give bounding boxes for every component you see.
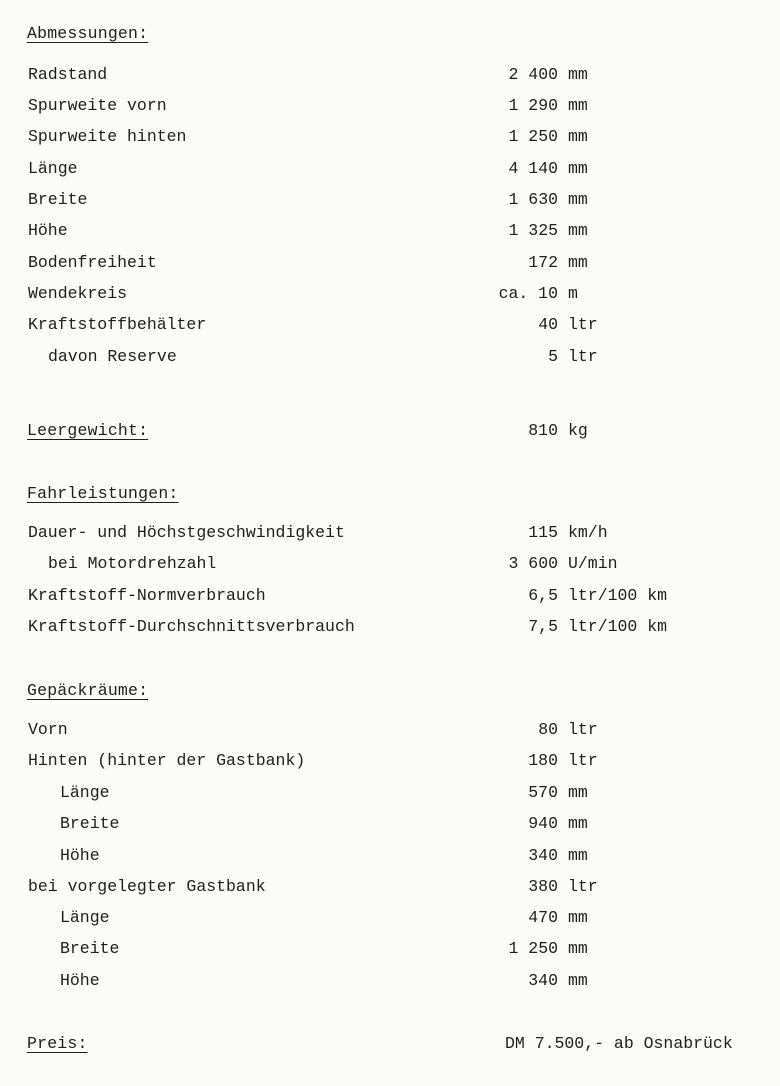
spec-value: ca. 10	[498, 284, 558, 303]
spec-row-vorgelegte-gastbank	[0, 877, 780, 899]
spec-unit: ltr/100 km	[568, 586, 668, 605]
heading-preis: Preis:	[27, 1034, 88, 1053]
spec-unit: mm	[568, 939, 588, 958]
spec-label: Breite	[28, 190, 88, 209]
spec-row-wendekreis	[0, 284, 780, 306]
spec-unit: mm	[568, 783, 588, 802]
spec-value: 1 325	[508, 221, 558, 240]
spec-value: 1 250	[508, 939, 558, 958]
spec-row-gastbank-hoehe	[0, 971, 780, 993]
spec-value: 340	[528, 971, 558, 990]
spec-label: Spurweite vorn	[28, 96, 167, 115]
spec-value: 5	[548, 347, 558, 366]
spec-unit: mm	[568, 221, 588, 240]
spec-row-hinten-hoehe	[0, 846, 780, 868]
spec-unit: mm	[568, 96, 588, 115]
spec-label: bei Motordrehzahl	[48, 554, 217, 573]
spec-value: 7,5	[528, 617, 558, 636]
spec-value: 180	[528, 751, 558, 770]
spec-unit: mm	[568, 971, 588, 990]
spec-row-preis	[0, 1034, 780, 1056]
spec-row-breite	[0, 190, 780, 212]
spec-label: Spurweite hinten	[28, 127, 187, 146]
spec-row-vorn	[0, 720, 780, 742]
spec-label: Kraftstoff-Durchschnittsverbrauch	[28, 617, 355, 636]
spec-value: 810	[528, 421, 558, 440]
spec-unit: mm	[568, 908, 588, 927]
spec-unit: ltr	[568, 751, 598, 770]
spec-label: Kraftstoff-Normverbrauch	[28, 586, 266, 605]
spec-row-reserve	[0, 347, 780, 369]
spec-label: Länge	[60, 908, 110, 927]
spec-row-bodenfreiheit	[0, 253, 780, 275]
spec-value: 40	[538, 315, 558, 334]
spec-row-gastbank-laenge	[0, 908, 780, 930]
heading-fahrleistungen: Fahrleistungen:	[27, 484, 179, 503]
spec-row-laenge	[0, 159, 780, 181]
price-value: DM 7.500,- ab Osnabrück	[505, 1034, 733, 1053]
spec-label: Wendekreis	[28, 284, 128, 303]
spec-label: Länge	[60, 783, 110, 802]
spec-unit: mm	[568, 127, 588, 146]
spec-value: 3 600	[508, 554, 558, 573]
spec-label: Breite	[60, 939, 120, 958]
spec-label: bei vorgelegter Gastbank	[28, 877, 266, 896]
spec-value: 115	[528, 523, 558, 542]
spec-value: 2 400	[508, 65, 558, 84]
heading-leergewicht: Leergewicht:	[27, 421, 149, 440]
spec-value: 470	[528, 908, 558, 927]
spec-row-leergewicht	[0, 421, 780, 443]
spec-label: Höhe	[60, 846, 100, 865]
spec-row-kraftstoffbehaelter	[0, 315, 780, 337]
spec-unit: m	[568, 284, 578, 303]
spec-unit: ltr	[568, 877, 598, 896]
spec-unit: km/h	[568, 523, 608, 542]
spec-unit: ltr	[568, 347, 598, 366]
spec-label: Radstand	[28, 65, 108, 84]
spec-row-spurweite-hinten	[0, 127, 780, 149]
spec-row-hinten-laenge	[0, 783, 780, 805]
spec-row-hoehe	[0, 221, 780, 243]
spec-row-hinten-breite	[0, 814, 780, 836]
spec-unit: ltr	[568, 315, 598, 334]
spec-row-motordrehzahl	[0, 554, 780, 576]
spec-value: 570	[528, 783, 558, 802]
spec-row-normverbrauch	[0, 586, 780, 608]
spec-label: Bodenfreiheit	[28, 253, 157, 272]
spec-row-hoechstgeschwindigkeit	[0, 523, 780, 545]
heading-gepaeckraeume: Gepäckräume:	[27, 681, 149, 700]
spec-value: 1 250	[508, 127, 558, 146]
spec-value: 6,5	[528, 586, 558, 605]
spec-unit: ltr	[568, 720, 598, 739]
spec-label: Hinten (hinter der Gastbank)	[28, 751, 306, 770]
spec-value: 172	[528, 253, 558, 272]
spec-label: Breite	[60, 814, 120, 833]
spec-value: 80	[538, 720, 558, 739]
spec-unit: mm	[568, 65, 588, 84]
spec-value: 1 630	[508, 190, 558, 209]
spec-label: Dauer- und Höchstgeschwindigkeit	[28, 523, 345, 542]
spec-row-radstand	[0, 65, 780, 87]
spec-value: 4 140	[508, 159, 558, 178]
spec-label: Kraftstoffbehälter	[28, 315, 207, 334]
spec-value: 340	[528, 846, 558, 865]
spec-label: Vorn	[28, 720, 68, 739]
spec-unit: mm	[568, 814, 588, 833]
spec-unit: mm	[568, 846, 588, 865]
spec-row-hinten	[0, 751, 780, 773]
spec-unit: mm	[568, 253, 588, 272]
spec-row-spurweite-vorn	[0, 96, 780, 118]
spec-value: 940	[528, 814, 558, 833]
spec-label: Länge	[28, 159, 78, 178]
spec-unit: ltr/100 km	[568, 617, 668, 636]
spec-value: 1 290	[508, 96, 558, 115]
spec-label: Höhe	[28, 221, 68, 240]
spec-label: Höhe	[60, 971, 100, 990]
heading-abmessungen: Abmessungen:	[27, 24, 149, 43]
spec-unit: U/min	[568, 554, 618, 573]
spec-row-gastbank-breite	[0, 939, 780, 961]
spec-label: davon Reserve	[48, 347, 177, 366]
spec-value: 380	[528, 877, 558, 896]
spec-row-durchschnittsverbrauch	[0, 617, 780, 639]
spec-unit: kg	[568, 421, 588, 440]
spec-unit: mm	[568, 159, 588, 178]
spec-unit: mm	[568, 190, 588, 209]
